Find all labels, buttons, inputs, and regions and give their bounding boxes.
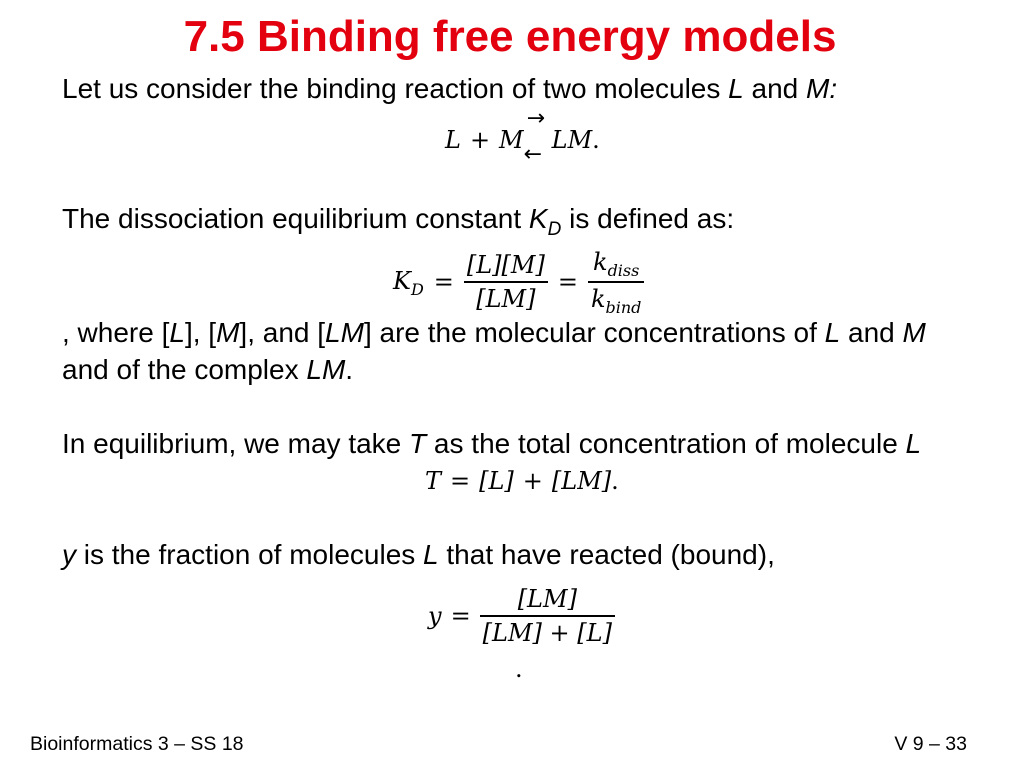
kd-lhs-symbol: K [393, 266, 411, 295]
rate-fraction [588, 246, 644, 318]
where-text: ], and [ [239, 317, 326, 348]
rate-numerator [590, 246, 642, 281]
where-text: ], [ [184, 317, 217, 348]
kd-intro-text: The dissociation equilibrium constant [62, 203, 529, 234]
where-sentence [62, 317, 926, 349]
reactant-l: L [445, 126, 461, 154]
equals-sign: = [433, 268, 454, 296]
molecule-l: L [169, 317, 185, 348]
fraction-intro-sentence [62, 539, 775, 571]
complex-lm: LM [306, 354, 346, 385]
fraction-lhs: y [428, 602, 442, 630]
total-intro-text: as the total concentration of molecule [426, 428, 906, 459]
product-lm: LM [551, 126, 593, 154]
molecule-l: L [423, 539, 439, 570]
molecule-l: L [905, 428, 922, 459]
variable-y: y [62, 539, 76, 570]
total-term-complex: [LM] [551, 467, 612, 495]
slide-title: 7.5 Binding free energy models [183, 12, 837, 61]
equation-period: . [611, 467, 619, 495]
total-lhs: T [425, 467, 442, 495]
backward-arrow: ← [523, 142, 543, 167]
reactant-m: M [499, 126, 524, 154]
variable-t: T [409, 428, 427, 459]
total-intro-sentence [62, 428, 921, 460]
trailing-dot: . [515, 655, 523, 683]
bound-fraction [480, 583, 615, 649]
rate-k-diss: k [593, 248, 608, 276]
where-cont-text: and of the complex [62, 354, 307, 385]
kd-lhs [393, 265, 424, 300]
rate-denominator [588, 283, 644, 318]
concentration-fraction [464, 249, 548, 315]
kd-symbol: K [528, 203, 548, 234]
total-term-free: [L] [479, 467, 514, 495]
equals-sign: = [557, 268, 578, 296]
rate-k-bind: k [590, 285, 606, 313]
plus-operator: + [469, 126, 491, 154]
molecule-m: M [216, 317, 240, 348]
molecule-m: M: [806, 73, 838, 104]
where-sentence-continued [62, 354, 353, 386]
kd-intro-sentence [62, 203, 734, 239]
kd-subscript: D [547, 219, 562, 240]
where-text: , where [ [62, 317, 170, 348]
reaction-equation [445, 106, 600, 167]
rate-diss-subscript: diss [607, 261, 640, 280]
where-text: ] are the molecular concentrations of [363, 317, 825, 348]
equals-sign: = [450, 467, 471, 495]
footer-course: Bioinformatics 3 – SS 18 [30, 733, 244, 755]
fraction-equation [428, 583, 615, 649]
intro-text-and: and [743, 73, 807, 104]
intro-text: Let us consider the binding reaction of two molecules [62, 73, 729, 104]
total-equation [425, 465, 619, 497]
kd-lhs-subscript: D [410, 279, 424, 299]
molecule-l: L [824, 317, 841, 348]
equation-period: . [592, 126, 600, 154]
equilibrium-arrows [523, 106, 552, 167]
complex-lm: LM [325, 317, 364, 348]
rate-bind-subscript: bind [605, 298, 642, 317]
kd-intro-text-end: is defined as: [561, 203, 735, 234]
total-intro-text: In equilibrium, we may take [62, 428, 410, 459]
fraction-denominator: [LM] + [L] [482, 619, 612, 647]
equals-sign: = [450, 602, 471, 630]
molecule-m: M [902, 317, 926, 348]
fraction-numerator: [LM] [517, 585, 577, 613]
molecule-l: L [728, 73, 744, 104]
intro-sentence [62, 73, 837, 105]
plus-operator: + [522, 467, 543, 495]
where-text: and [840, 317, 903, 348]
fraction-denominator: [LM] [476, 285, 536, 313]
forward-arrow: → [526, 106, 546, 131]
sentence-period: . [345, 354, 354, 385]
kd-equation [393, 246, 644, 318]
footer-page-number: V 9 – 33 [894, 733, 967, 755]
fraction-intro-text: is the fraction of molecules [76, 539, 424, 570]
fraction-intro-text: that have reacted (bound), [438, 539, 775, 570]
fraction-numerator: [L][M] [466, 251, 545, 279]
